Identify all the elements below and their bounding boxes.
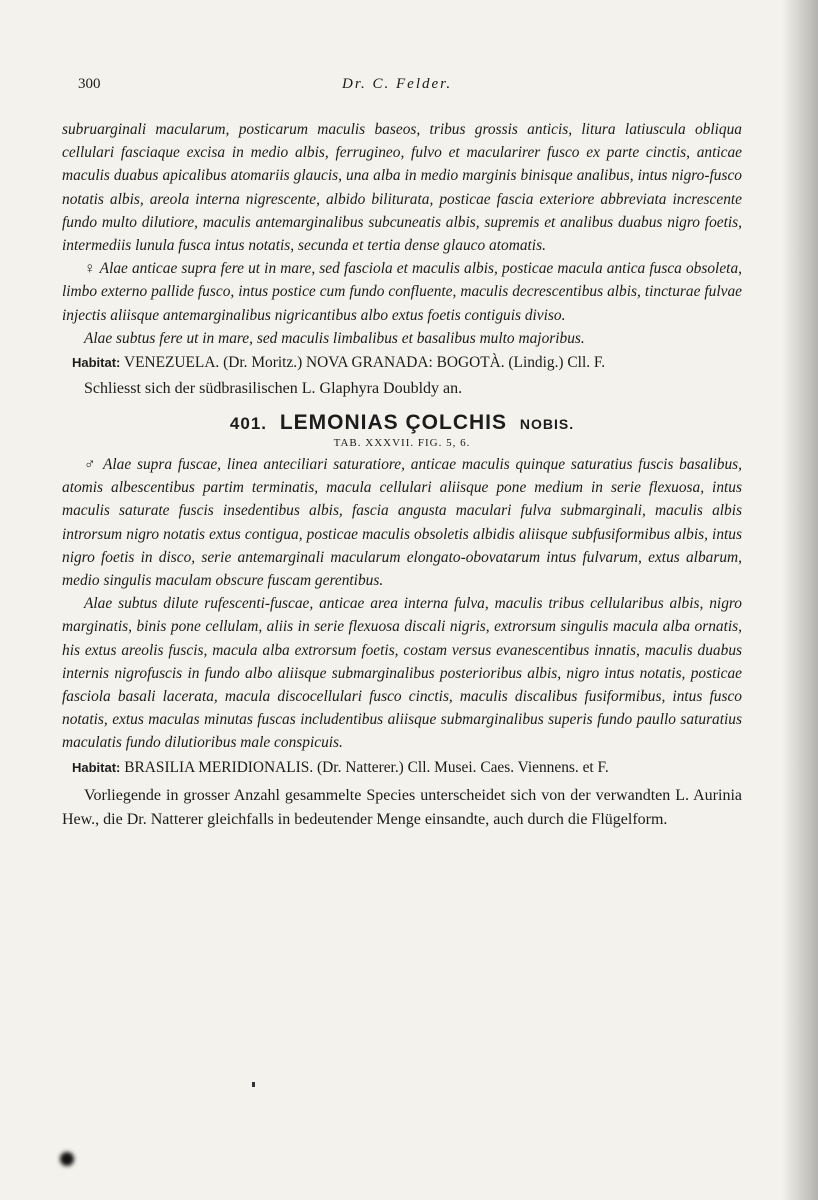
habitat-label: Habitat:	[72, 759, 121, 775]
species-name: LEMONIAS ÇOLCHIS	[279, 411, 508, 435]
habitat-label: Habitat:	[72, 355, 121, 371]
text-body	[62, 118, 742, 832]
underside-description-paragraph: Alae subtus fere ut in mare, sed maculis limbalibus et basalibus multo majoribus.	[84, 329, 585, 347]
closing-remark: Vorliegende in grosser Anzahl gesammelte Species unterscheidet sich von der verwandten L. Aurinia Hew., die Dr. Natterer gleichfalls in bedeutender Menge einsandte, auch durch die Flügelform.	[62, 786, 742, 828]
plate-reference: TAB. XXXVII. FIG. 5, 6.	[333, 437, 471, 450]
female-description-paragraph: ♀ Alae anticae supra fere ut in mare, sed fasciola et maculis albis, posticae macula antica fusca obsoleta, limbo externo pallide fusco, intus postice cum fundo confluente, maculis decrescentibus albis, tincturae fulvae injectis aliisque antemarginalibus nigricantibus albo extus foetis contiguis diviso.	[62, 260, 742, 324]
ink-speck	[252, 1082, 255, 1087]
habitat-text: VENEZUELA. (Dr. Moritz.) NOVA GRANADA: BOGOTÀ. (Lindig.) Cll. F.	[123, 354, 606, 372]
habitat-text: BRASILIA MERIDIONALIS. (Dr. Natterer.) Cll. Musei. Caes. Viennens. et F.	[124, 758, 609, 776]
page-number: 300	[78, 76, 101, 92]
running-head: Dr. C. Felder.	[342, 76, 453, 92]
species-author: NOBIS.	[519, 416, 575, 433]
habitat-line	[62, 352, 742, 373]
description-paragraph: subruarginali macularum, posticarum maculis baseos, tribus grossis anticis, litura latiuscula obliqua cellulari fasciaque excisa in medio albis, ferrugineo, fulvo et macularirer fusco ex parte cinctis, anticae maculis duabus apicalibus atomariis glaucis, una alba in medio marginis binisque analibus, intus nigro-fusco notatis albis, areola interna nigrescente, albido biliturata, posticae fascia exteriore abbreviata increscente fundo multo dilutiore, maculis antemarginalibus subcuneatis albis, supremis et analibus duabus nigro foetis, intermediis lunula fusca intus notatis, secunda et tertia dense glauco atomatis.	[62, 121, 742, 255]
page-header	[78, 76, 758, 100]
page-edge-shadow	[782, 0, 818, 1200]
habitat-line	[62, 757, 742, 778]
underside-description-paragraph: Alae subtus dilute rufescenti-fuscae, anticae area interna fulva, maculis tribus cellularibus albis, nigro marginatis, binis pone cellulam, aliis in serie flexuosa discali nigris, extrorsum singulis macula alba ornatis, his extus areolis fuscis, macula alba extrorsum foetis, costam versus evanescentibus innatis, maculis duabus internis nigrofuscis in fundo albo aliisque submarginalibus posterioribus albis, nigro intus notatis, posticae fasciola basali lacerata, macula discocellulari fusco cinctis, maculis discalibus fusiformibus, intus fusco notatis, extus maculas minutas fuscas includentibus aliisque submarginalibus superis fundo paullo saturatius maculatis fundo dilutioribus male conspicuis.	[62, 595, 742, 752]
affinity-note: Schliesst sich der südbrasilischen L. Glaphyra Doubldy an.	[84, 380, 463, 398]
male-description-paragraph: ♂ Alae supra fuscae, linea anteciliari saturatiore, anticae maculis quinque saturatius fuscis basalibus, atomis albescentibus partim terminatis, macula cellulari aliisque pone medium in serie flexuosa, intus maculis saturate fuscis insedentibus albis, fascia angusta maculari fulva submarginali, maculis albis introrsum nigro notatis extus contigua, posticae maculis obsoletis albidis aliisque subfusiformibus albis, intus nigro foetis in disco, serie antemarginali macularum elongato-obovatarum intus fulvarum, extus albarum, medio singulis maculam obscure fuscam gerentibus.	[62, 456, 742, 590]
species-number: 401.	[229, 414, 267, 434]
species-heading	[62, 411, 742, 435]
ink-blot	[60, 1152, 74, 1166]
